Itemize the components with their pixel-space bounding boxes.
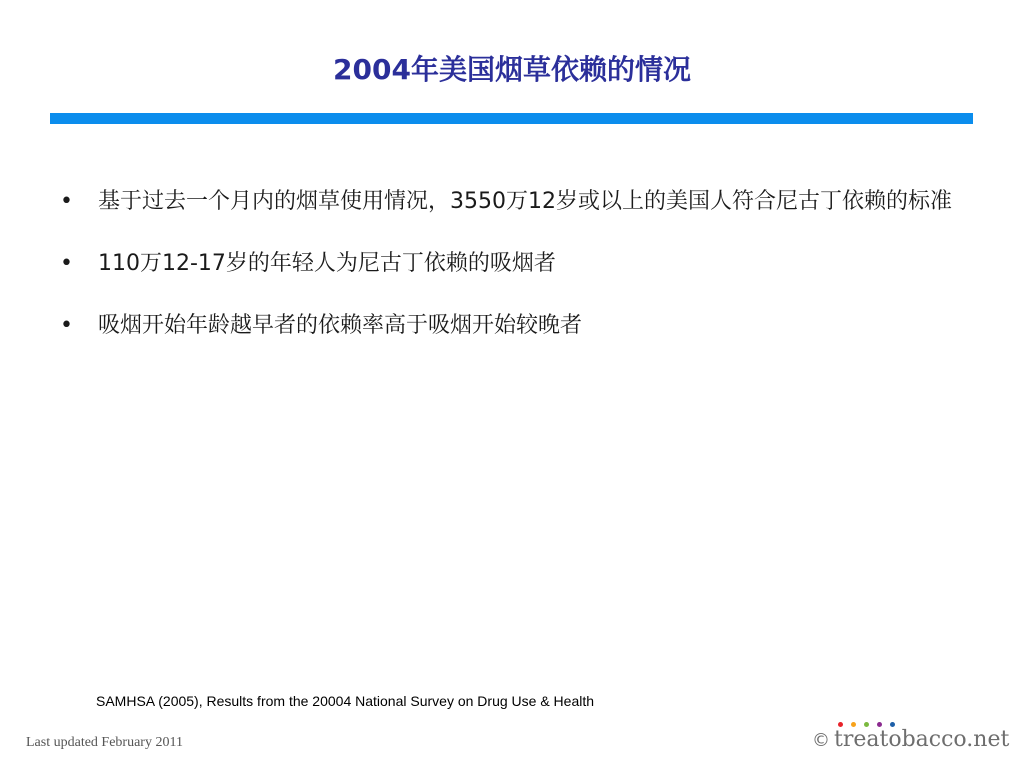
brand-logo <box>806 720 1010 760</box>
bullet-text: 110万12-17岁的年轻人为尼古丁依赖的吸烟者 <box>98 251 556 276</box>
title-divider-bar <box>50 113 973 124</box>
bullet-item <box>60 310 980 342</box>
copyright-icon: © <box>812 730 830 751</box>
bullet-marker: • <box>60 313 73 338</box>
source-citation: SAMHSA (2005), Results from the 20004 National Survey on Drug Use & Health <box>96 693 595 709</box>
last-updated-note: Last updated February 2011 <box>26 735 183 750</box>
brand-wordmark <box>812 726 1009 755</box>
bullet-text: 吸烟开始年龄越早者的依赖率高于吸烟开始较晚者 <box>98 313 583 338</box>
slide-title: 2004年美国烟草依赖的情况 <box>333 53 691 86</box>
bullet-item <box>60 186 980 218</box>
bullet-marker: • <box>60 189 73 214</box>
bullet-list <box>60 186 980 372</box>
bullet-marker: • <box>60 251 73 276</box>
bullet-item <box>60 248 980 280</box>
brand-name: treatobacco.net <box>834 727 1010 752</box>
bullet-text: 基于过去一个月内的烟草使用情况，3550万12岁或以上的美国人符合尼古丁依赖的标准 <box>98 189 952 214</box>
